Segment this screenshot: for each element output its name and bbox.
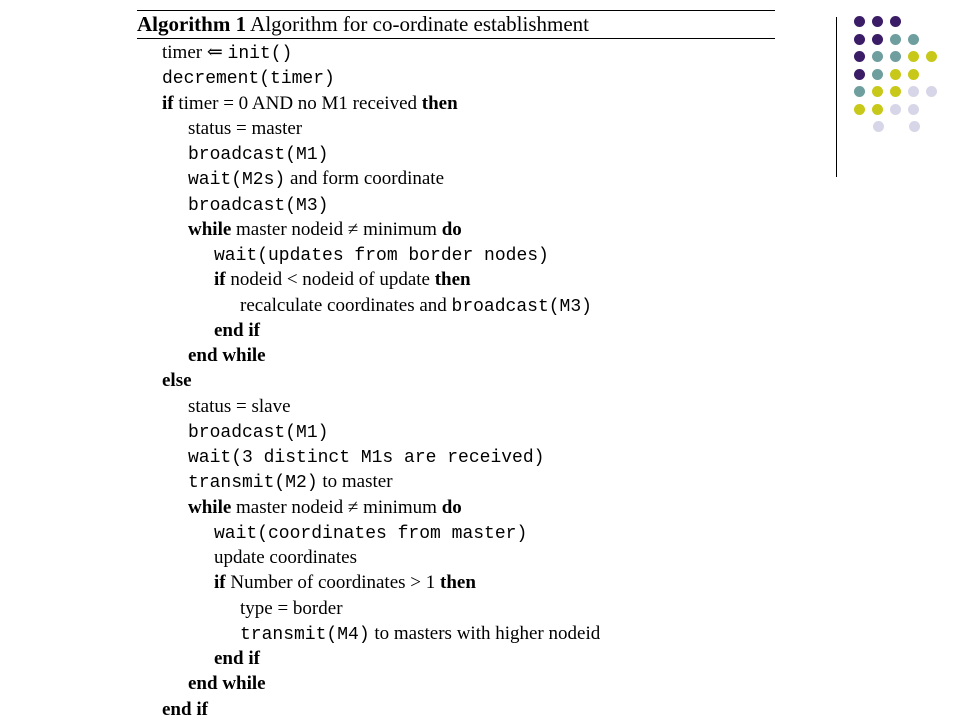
decorative-dot [890, 51, 901, 62]
function-call: wait(coordinates from master) [214, 523, 528, 544]
statement-text: recalculate coordinates and [240, 294, 452, 316]
decorative-dot [854, 51, 865, 62]
decorative-dot [854, 16, 865, 27]
decorative-dot [890, 16, 901, 27]
algorithm-line [188, 498, 462, 517]
decorative-dot [854, 69, 865, 80]
statement-text: update coordinates [214, 547, 357, 568]
statement-text: and form coordinate [285, 168, 445, 190]
keyword: end while [188, 345, 266, 366]
algorithm-line [188, 346, 266, 365]
algorithm-label: Algorithm 1 [137, 12, 247, 36]
function-call: transmit(M4) [240, 624, 370, 645]
keyword: do [441, 218, 462, 240]
algorithm-line [214, 573, 476, 592]
statement-text: to master [317, 471, 393, 493]
keyword: end if [214, 319, 260, 341]
statement-text: status = slave [188, 395, 291, 417]
function-call: decrement(timer) [162, 69, 335, 90]
algorithm-line [162, 43, 292, 63]
function-call: init() [227, 44, 293, 64]
algorithm-line [214, 548, 357, 567]
decorative-dot [890, 69, 901, 80]
decorative-dot [890, 104, 901, 115]
function-call: transmit(M2) [188, 473, 318, 494]
decorative-dot [909, 121, 920, 132]
decorative-divider [836, 17, 837, 177]
statement-text: type = border [240, 597, 343, 619]
statement-text: status = master [188, 117, 303, 139]
keyword: end while [188, 673, 266, 695]
decorative-dot [908, 51, 919, 62]
decorative-dot [854, 86, 865, 97]
decorative-dot [890, 34, 901, 45]
statement-text: nodeid < nodeid of update [225, 269, 435, 291]
statement-text: timer = 0 AND no M1 received [173, 92, 422, 114]
algorithm-line [188, 422, 328, 442]
algorithm-line [188, 447, 544, 467]
decorative-dot [908, 69, 919, 80]
keyword: end if [162, 698, 208, 720]
keyword: do [441, 496, 462, 518]
algorithm-line [188, 169, 444, 189]
decorative-dot [872, 104, 883, 115]
keyword: while [188, 496, 232, 518]
algorithm-line [162, 68, 335, 88]
algorithm-line [188, 119, 302, 138]
function-call: broadcast(M3) [188, 195, 329, 216]
algorithm-line [188, 674, 266, 693]
statement-text: ⇐ [206, 42, 228, 63]
function-call: broadcast(M3) [451, 296, 592, 317]
decorative-dot [890, 86, 901, 97]
algorithm-line [214, 523, 527, 543]
algorithm-line [188, 144, 328, 164]
keyword: else [162, 370, 192, 392]
algorithm-caption [137, 12, 589, 37]
decorative-dot [926, 51, 937, 62]
keyword: while [188, 218, 232, 240]
function-call: wait(3 distinct M1s are received) [188, 448, 545, 468]
algorithm-line [162, 700, 208, 719]
keyword: if [214, 572, 226, 594]
algorithm-line [162, 371, 192, 390]
statement-text: master nodeid ≠ minimum [231, 496, 442, 518]
keyword: then [421, 92, 458, 114]
algorithm-line [188, 397, 291, 416]
decorative-dot [872, 34, 883, 45]
algorithm-line [162, 94, 458, 113]
statement-text: timer [162, 42, 207, 63]
decorative-dot [873, 121, 884, 132]
algorithm-line [240, 296, 592, 316]
function-call: broadcast(M1) [188, 422, 329, 443]
algorithm-line [188, 220, 462, 239]
algorithm-line [240, 624, 600, 644]
algorithm-line [188, 472, 393, 492]
keyword: then [434, 269, 471, 291]
decorative-dot [908, 104, 919, 115]
statement-text: master nodeid ≠ minimum [231, 218, 442, 240]
decorative-dot [926, 86, 937, 97]
decorative-dot [872, 86, 883, 97]
keyword: if [162, 92, 174, 114]
algorithm-line [214, 649, 260, 668]
algorithm-line [214, 245, 549, 265]
function-call: wait(M2s) [188, 170, 286, 191]
decorative-dot [908, 34, 919, 45]
decorative-dot [908, 86, 919, 97]
keyword: if [214, 269, 226, 291]
statement-text: Number of coordinates > 1 [225, 572, 440, 594]
decorative-dot [854, 104, 865, 115]
algorithm-top-rule [137, 10, 775, 11]
decorative-dot [872, 51, 883, 62]
decorative-dot [854, 34, 865, 45]
algorithm-header-rule [137, 38, 775, 39]
algorithm-line [240, 599, 343, 618]
decorative-dot [872, 69, 883, 80]
algorithm-title: Algorithm for co-ordinate establishment [250, 12, 590, 36]
function-call: wait(updates from border nodes) [214, 246, 549, 266]
decorative-dot [872, 16, 883, 27]
statement-text: to masters with higher nodeid [369, 622, 601, 644]
keyword: end if [214, 648, 260, 669]
algorithm-line [214, 321, 260, 340]
algorithm-line [188, 195, 328, 215]
keyword: then [440, 572, 476, 594]
algorithm-line [214, 270, 471, 289]
function-call: broadcast(M1) [188, 145, 329, 165]
